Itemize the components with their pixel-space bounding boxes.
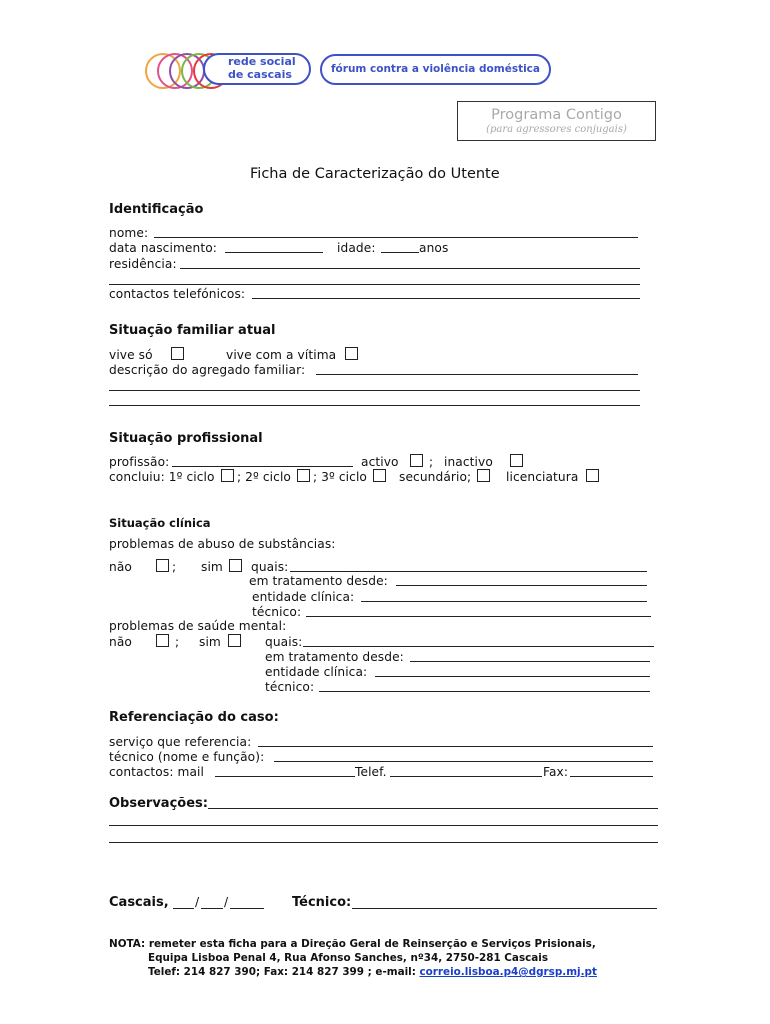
checkbox-1-ciclo[interactable] (221, 469, 234, 482)
checkbox-secundario[interactable] (477, 469, 490, 482)
label-abuso-quais: quais: (251, 560, 289, 574)
field-tecnico-nome-funcao[interactable] (274, 761, 653, 762)
label-abuso-tratamento: em tratamento desde: (249, 574, 388, 588)
checkbox-licenciatura[interactable] (586, 469, 599, 482)
checkbox-inactivo[interactable] (510, 454, 523, 467)
program-title: Programa Contigo (491, 107, 622, 123)
label-vive-vitima: vive com a vítima (226, 348, 337, 362)
rede-social-logo (143, 52, 313, 88)
field-abuso-quais[interactable] (290, 571, 647, 572)
label-saude-tratamento: em tratamento desde: (265, 650, 404, 664)
checkbox-3-ciclo[interactable] (373, 469, 386, 482)
label-saude-nao: não (109, 635, 132, 649)
label-abuso-substancias: problemas de abuso de substâncias: (109, 537, 336, 551)
forum-logo (320, 54, 551, 85)
label-idade: idade: (337, 241, 376, 255)
label-nome: nome: (109, 226, 149, 240)
field-residencia[interactable] (180, 268, 640, 269)
field-observacoes-3[interactable] (109, 842, 658, 843)
label-fax: Fax: (543, 765, 569, 779)
label-secundario: secundário; (399, 470, 472, 484)
label-contactos: contactos telefónicos: (109, 287, 246, 301)
section-identificacao: Identificação (109, 202, 204, 217)
nota-text-3: Telef: 214 827 390; Fax: 214 827 399 ; e-mail: (148, 966, 420, 978)
page-title: Ficha de Caracterização do Utente (250, 166, 500, 182)
section-situacao-clinica: Situação clínica (109, 516, 211, 530)
label-saude-semi: ; (175, 635, 180, 649)
field-observacoes-2[interactable] (109, 825, 658, 826)
label-abuso-semi: ; (172, 560, 177, 574)
field-servico-referencia[interactable] (258, 746, 653, 747)
field-observacoes[interactable] (208, 808, 658, 809)
label-contactos-mail: contactos: mail (109, 765, 205, 779)
label-abuso-nao: não (109, 560, 132, 574)
field-abuso-entidade[interactable] (361, 601, 647, 602)
label-sep: ; (429, 455, 434, 469)
field-contactos[interactable] (252, 298, 640, 299)
field-idade[interactable] (381, 252, 419, 253)
field-telef[interactable] (390, 776, 542, 777)
label-saude-quais: quais: (265, 635, 303, 649)
label-2-ciclo: ; 2º ciclo (237, 470, 291, 484)
label-cascais: Cascais, (109, 895, 169, 910)
field-nome[interactable] (154, 237, 638, 238)
label-abuso-entidade: entidade clínica: (252, 590, 355, 604)
label-saude-sim: sim (199, 635, 221, 649)
label-servico-referencia: serviço que referencia: (109, 735, 252, 749)
field-saude-entidade[interactable] (375, 676, 650, 677)
label-licenciatura: licenciatura (506, 470, 579, 484)
section-referenciacao: Referenciação do caso: (109, 710, 279, 725)
nota-line-1 (109, 938, 596, 950)
section-situacao-familiar: Situação familiar atual (109, 323, 276, 338)
field-residencia-2[interactable] (109, 284, 640, 285)
label-data-nascimento: data nascimento: (109, 241, 217, 255)
field-descricao-agregado-3[interactable] (109, 405, 640, 406)
label-telef: Telef. (355, 765, 387, 779)
logo-left-line1: rede social (228, 55, 296, 68)
label-inactivo: inactivo (444, 455, 493, 469)
label-abuso-tecnico: técnico: (252, 605, 302, 619)
field-date-month[interactable] (201, 908, 223, 909)
label-vive-so: vive só (109, 348, 153, 362)
checkbox-abuso-nao[interactable] (156, 559, 169, 572)
nota-line-3 (148, 966, 597, 978)
field-saude-tratamento[interactable] (410, 661, 650, 662)
field-saude-tecnico[interactable] (319, 691, 650, 692)
date-sep-2: / (224, 895, 229, 909)
program-box (457, 101, 656, 141)
label-saude-entidade: entidade clínica: (265, 665, 368, 679)
field-date-day[interactable] (173, 908, 194, 909)
checkbox-saude-sim[interactable] (228, 634, 241, 647)
label-anos: anos (419, 241, 449, 255)
field-descricao-agregado-2[interactable] (109, 390, 640, 391)
label-tecnico-nome-funcao: técnico (nome e função): (109, 750, 265, 764)
field-data-nascimento[interactable] (225, 252, 323, 253)
field-fax[interactable] (570, 776, 653, 777)
label-concluiu: concluiu: 1º ciclo (109, 470, 215, 484)
field-saude-quais[interactable] (303, 646, 654, 647)
field-abuso-tratamento[interactable] (396, 585, 647, 586)
field-profissao[interactable] (172, 466, 353, 467)
program-subtitle: (para agressores conjugais) (486, 124, 627, 135)
label-activo: activo (361, 455, 399, 469)
field-contactos-mail[interactable] (215, 776, 355, 777)
label-abuso-sim: sim (201, 560, 223, 574)
nota-label: NOTA: (109, 938, 146, 950)
label-saude-mental: problemas de saúde mental: (109, 619, 287, 633)
nota-line-2: Equipa Lisboa Penal 4, Rua Afonso Sanches, nº34, 2750-281 Cascais (148, 952, 549, 964)
checkbox-vive-vitima[interactable] (345, 347, 358, 360)
checkbox-2-ciclo[interactable] (297, 469, 310, 482)
checkbox-saude-nao[interactable] (156, 634, 169, 647)
date-sep-1: / (195, 895, 200, 909)
nota-text-1: remeter esta ficha para a Direção Geral de Reinserção e Serviços Prisionais, (145, 938, 596, 950)
field-abuso-tecnico[interactable] (306, 616, 651, 617)
checkbox-abuso-sim[interactable] (229, 559, 242, 572)
label-tecnico-assinatura: Técnico: (292, 895, 352, 910)
checkbox-vive-so[interactable] (171, 347, 184, 360)
section-observacoes: Observações: (109, 796, 208, 811)
checkbox-activo[interactable] (410, 454, 423, 467)
field-tecnico-assinatura[interactable] (352, 908, 657, 909)
label-descricao-agregado: descrição do agregado familiar: (109, 363, 306, 377)
email-link[interactable]: correio.lisboa.p4@dgrsp.mj.pt (419, 966, 597, 978)
label-profissao: profissão: (109, 455, 170, 469)
label-3-ciclo: ; 3º ciclo (313, 470, 367, 484)
field-date-year[interactable] (230, 908, 264, 909)
logo-left-line2: de cascais (228, 68, 292, 81)
field-descricao-agregado[interactable] (316, 374, 638, 375)
label-residencia: residência: (109, 257, 177, 271)
section-situacao-profissional: Situação profissional (109, 431, 263, 446)
forum-logo-text: fórum contra a violência doméstica (330, 63, 540, 75)
label-saude-tecnico: técnico: (265, 680, 315, 694)
